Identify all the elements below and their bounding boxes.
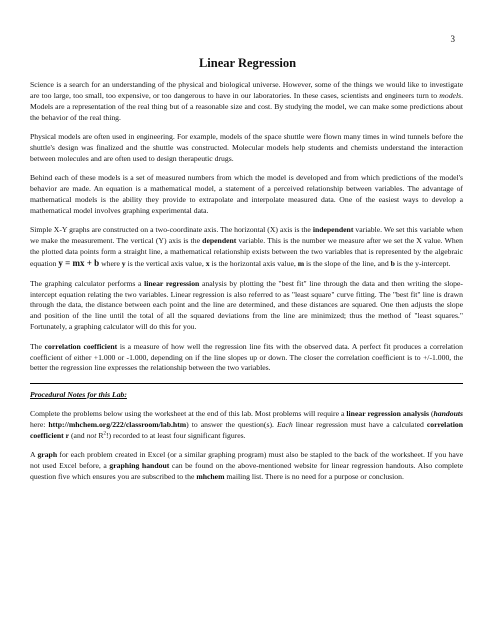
paragraph-procedure <box>30 409 463 442</box>
text: ( <box>428 408 434 418</box>
text: ) to answer the question(s). <box>186 419 277 429</box>
text: mailing list. There is no need for a purpose or conclusion. <box>224 471 404 481</box>
paragraph-xy-graphs <box>30 225 463 270</box>
page-number: 3 <box>450 34 455 44</box>
text: (and <box>69 430 87 440</box>
text: Science is a search for an understanding of the physical and biological universe. However, some of the things we would like to investigate are too large, too small, too expensive, or too dangerous to have in our laboratories. In these cases, scientists and engineers turn to <box>30 80 463 100</box>
text: Complete the problems below using the worksheet at the end of this lab. Most problems will require a <box>30 408 347 418</box>
bold-term: y <box>121 259 126 269</box>
text: is the vertical axis value, <box>125 259 206 269</box>
bold-term: independent <box>312 225 354 235</box>
text: variable. This is the number we measure after we set the X value. When the plotted data points form a straight line, a mathematical relationship exists between the two variables that is represented by the algebraic equation <box>30 236 463 269</box>
handouts-link[interactable]: http://mhchem.org/222/classroom/lab.htm <box>48 419 187 429</box>
text: !) recorded to at least four significant figures. <box>105 430 246 440</box>
superscript: 2 <box>103 431 106 436</box>
section-divider <box>30 383 463 384</box>
bold-term: linear regression analysis <box>346 408 429 418</box>
paragraph-correlation <box>30 342 463 375</box>
text: linear regression must have a calculated <box>292 419 427 429</box>
document-body <box>30 80 463 491</box>
bold-term: correlation coefficient <box>44 341 118 351</box>
text: can be found on the above-mentioned website for linear regression handouts. Also complete question five which ensures you are subscribed to the <box>30 460 463 481</box>
bold-term: mhchem <box>196 471 225 481</box>
text: is the horizontal axis value, <box>209 259 298 269</box>
paragraph-physical-models: Physical models are often used in engineering. For example, models of the space shuttle were flown many times in wind tunnels before the shuttle's design was finalized and the shuttle was constructed. Molecular models help students and chemists understand the interaction between molecules and are often used to design therapeutic drugs. <box>30 132 463 163</box>
paragraph-mathematical-models: Behind each of these models is a set of measured numbers from which the model is developed and from which predictions of the model's behavior are made. An equation is a mathematical model, a statement of a perceived relationship between variables. The advantage of mathematical models is the ability they provide to extrapolate and interpolate measured data. One of the easiest ways to develop a mathematical model involves graphing experimental data. <box>30 173 463 216</box>
bold-term: linear regression <box>144 278 200 288</box>
text: for each problem created in Excel (or a similar graphing program) must also be stapled to the back of the worksheet. If you have not used Excel before, a <box>30 449 463 470</box>
text: Simple X-Y graphs are constructed on a two-coordinate axis. The horizontal (X) axis is the <box>30 225 313 235</box>
text: is the y-intercept. <box>394 259 451 269</box>
text: The <box>30 341 45 351</box>
bold-term: m <box>297 259 305 269</box>
bold-term: graph <box>37 449 58 459</box>
text: where <box>99 259 122 269</box>
paragraph-intro <box>30 80 463 124</box>
bold-italic-term: handouts <box>433 408 464 418</box>
text: variable. We set this variable when we make the measurement. The vertical (Y) axis is the <box>30 225 463 246</box>
page-title: Linear Regression <box>198 56 297 70</box>
bold-term: correlation coefficient r <box>30 419 463 440</box>
text: A <box>30 449 38 459</box>
text: is a measure of how well the regression line fits with the observed data. A perfect fit produces a correlation coefficient of either +1.000 or -1.000, depending on if the line slopes up or down. The closer the correlation coefficient is to +/-1.000, the better the regression line expresses the relationship between the two variables. <box>30 341 463 373</box>
text: The graphing calculator performs a <box>30 278 145 288</box>
emphasis: models <box>439 90 462 100</box>
bold-term: x <box>205 259 210 269</box>
text: is the slope of the line, and <box>304 259 391 269</box>
bold-term: b <box>390 259 395 269</box>
emphasis: not <box>86 430 97 440</box>
notes-heading: Procedural Notes for this Lab: <box>30 389 127 399</box>
paragraph-graph-instructions <box>30 450 463 483</box>
bold-term: dependent <box>202 236 237 246</box>
text: analysis by plotting the "best fit" line through the data and then writing the slope-intercept equation relating the two variables. Linear regression is also referred to as "least square" curve fitting. The "best fit" line is drawn through the data, the distance between each point and the line are determined, and these distances are squared. One then adjusts the slope and position of the line until the total of all the squared deviations from the line are minimized; thus the method of "least squares." Fortunately, a graphing calculator will do this for you. <box>30 278 463 332</box>
bold-term: graphing handout <box>109 460 170 470</box>
emphasis: Each <box>276 419 293 429</box>
paragraph-graphing-calculator <box>30 279 463 334</box>
text: R <box>96 430 104 440</box>
equation: y = mx + b <box>58 258 100 269</box>
text: here: <box>30 419 49 429</box>
text: . Models are a representation of the real thing but of a reasonable size and cost. By studying the model, we can make some predictions about the behavior of the real thing. <box>30 90 463 122</box>
